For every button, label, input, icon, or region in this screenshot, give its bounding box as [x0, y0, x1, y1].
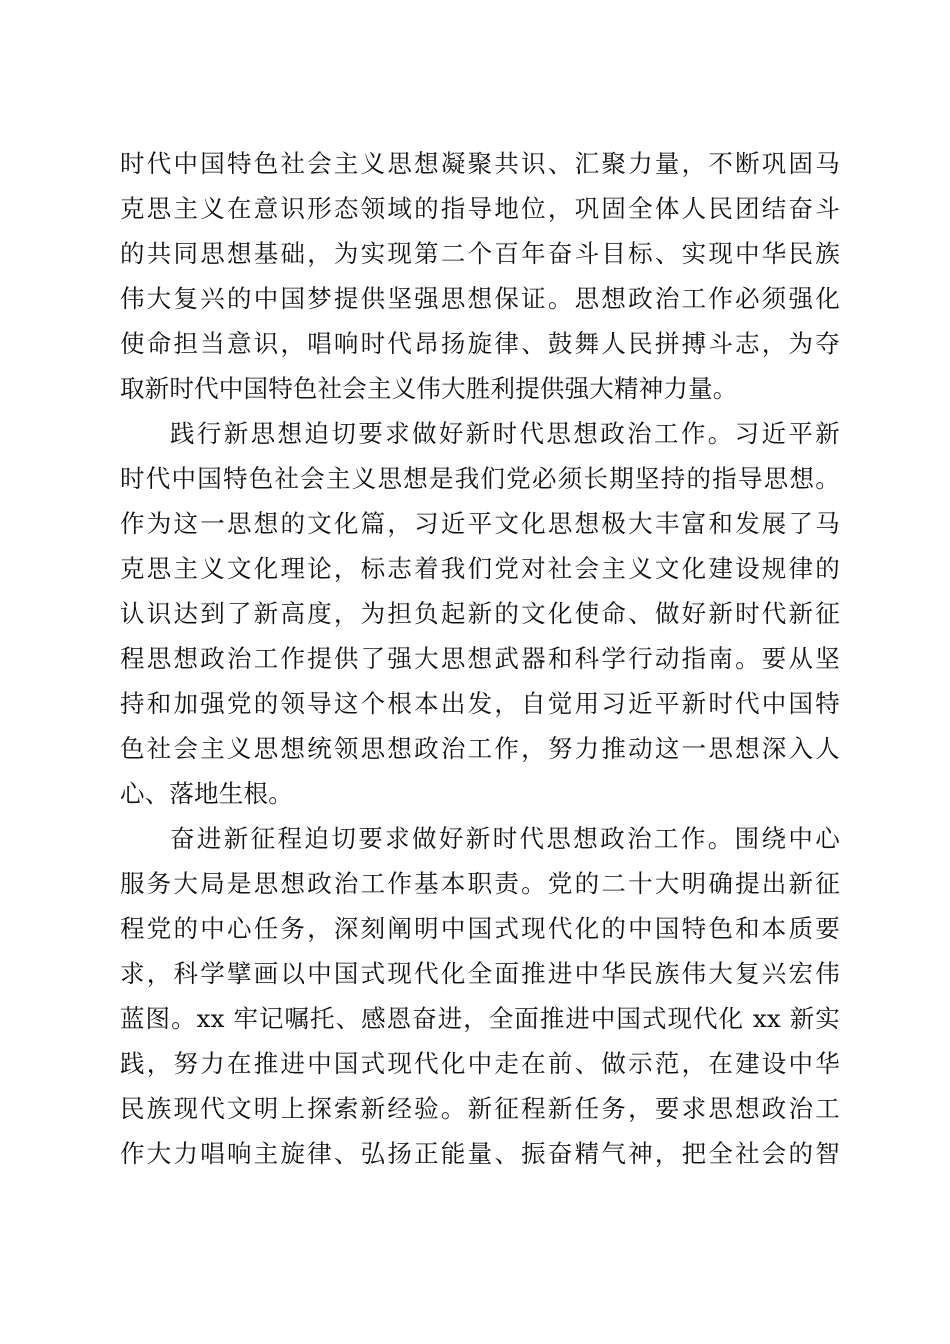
text-line: 时代中国特色社会主义思想凝聚共识、汇聚力量，不断巩固马 — [120, 149, 840, 178]
text-line: 作大力唱响主旋律、弘扬正能量、振奋精气神，把全社会的智 — [120, 1139, 840, 1168]
text-line: 心、落地生根。 — [120, 779, 293, 808]
text-line: 使命担当意识，唱响时代昂扬旋律、鼓舞人民拼搏斗志，为夺 — [120, 329, 840, 358]
text-line: 蓝图。xx 牢记嘱托、感恩奋进，全面推进中国式现代化 xx 新实 — [120, 1004, 840, 1033]
paragraph-3 — [120, 816, 840, 1176]
text-line: 克思主义在意识形态领域的指导地位，巩固全体人民团结奋斗 — [120, 194, 840, 223]
text-line: 践行新思想迫切要求做好新时代思想政治工作。习近平新 — [170, 419, 840, 448]
text-line: 服务大局是思想政治工作基本职责。党的二十大明确提出新征 — [120, 869, 840, 898]
text-line: 民族现代文明上探索新经验。新征程新任务，要求思想政治工 — [120, 1094, 840, 1123]
text-line: 克思主义文化理论，标志着我们党对社会主义文化建设规律的 — [120, 554, 840, 583]
text-line: 求，科学擘画以中国式现代化全面推进中华民族伟大复兴宏伟 — [120, 959, 840, 988]
text-line: 持和加强党的领导这个根本出发，自觉用习近平新时代中国特 — [120, 689, 840, 718]
text-line: 的共同思想基础，为实现第二个百年奋斗目标、实现中华民族 — [120, 239, 840, 268]
text-line: 伟大复兴的中国梦提供坚强思想保证。思想政治工作必须强化 — [120, 284, 840, 313]
document-body — [120, 141, 840, 1176]
text-line: 取新时代中国特色社会主义伟大胜利提供强大精神力量。 — [120, 374, 738, 403]
text-line: 程思想政治工作提供了强大思想武器和科学行动指南。要从坚 — [120, 644, 840, 673]
text-line: 认识达到了新高度，为担负起新的文化使命、做好新时代新征 — [120, 599, 840, 628]
text-line: 作为这一思想的文化篇，习近平文化思想极大丰富和发展了马 — [120, 509, 840, 538]
paragraph-1 — [120, 141, 840, 411]
text-line: 奋进新征程迫切要求做好新时代思想政治工作。围绕中心 — [170, 824, 840, 853]
text-line: 色社会主义思想统领思想政治工作，努力推动这一思想深入人 — [120, 734, 840, 763]
paragraph-2 — [120, 411, 840, 816]
text-line: 时代中国特色社会主义思想是我们党必须长期坚持的指导思想。 — [120, 464, 840, 493]
text-line: 程党的中心任务，深刻阐明中国式现代化的中国特色和本质要 — [120, 914, 840, 943]
text-line: 践，努力在推进中国式现代化中走在前、做示范，在建设中华 — [120, 1049, 840, 1078]
